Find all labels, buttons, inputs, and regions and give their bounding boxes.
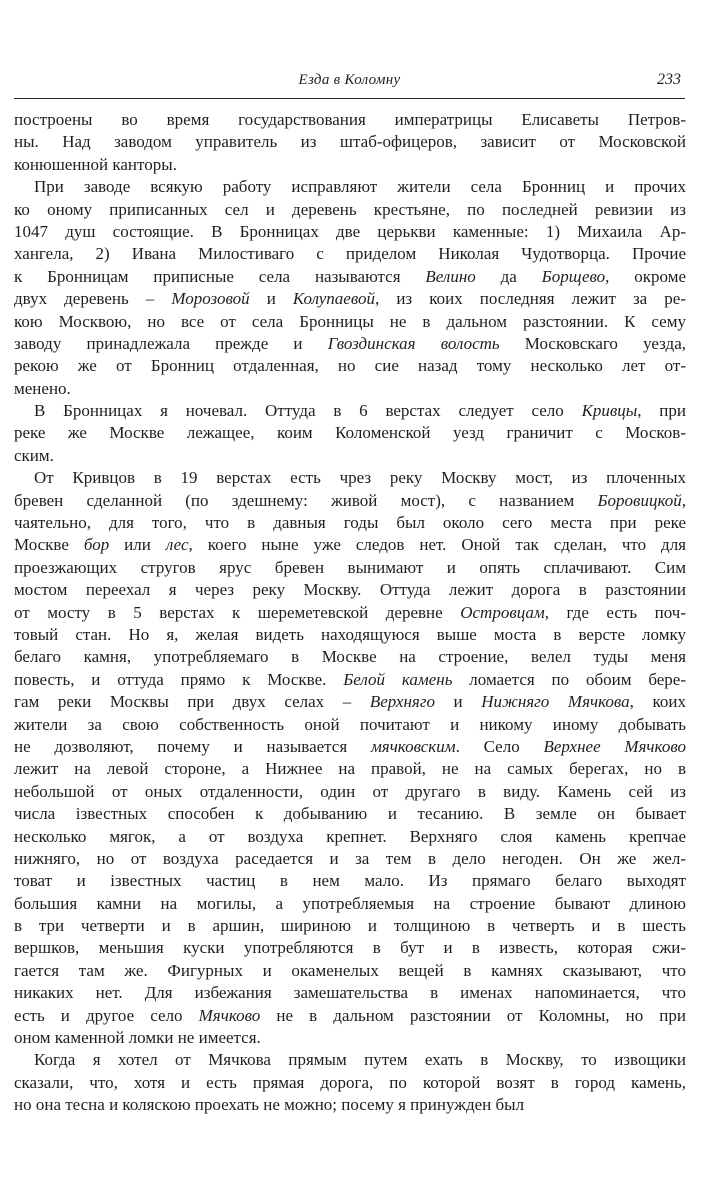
- text-run: 1047 душ состоящие. В Бронницах две церькви каменные: 1) Михаила Ар-: [14, 221, 686, 241]
- text-run: гам реки Москвы при двух селах –: [14, 692, 370, 712]
- text-line: [14, 154, 686, 176]
- text-line: [14, 646, 686, 668]
- text-run: Московскаго уезда,: [499, 333, 686, 353]
- italic-text: Кривцы: [581, 401, 638, 421]
- running-header: [14, 62, 685, 99]
- italic-text: Верхнее Мячково: [543, 736, 686, 756]
- text-run: чаятельно, для того, что в давныя годы был около сего места при реке: [14, 513, 686, 533]
- page-body: [14, 109, 686, 1117]
- text-line: [14, 982, 686, 1004]
- text-line: [14, 826, 686, 848]
- text-run: заводу принадлежала прежде и: [14, 333, 328, 353]
- text-run: . Село: [455, 736, 544, 756]
- text-run: , коего ныне уже следов нет. Оной так сделан, что для: [188, 535, 686, 555]
- text-run: вершков, меньшия куски употребляются в бут и в известь, которая сжи-: [14, 938, 686, 958]
- italic-text: Борщево: [541, 266, 606, 286]
- text-run: кою Москвою, но все от села Бронницы не в дальном разстоянии. К сему: [14, 311, 686, 331]
- text-line: [14, 534, 686, 556]
- text-line: [14, 512, 686, 534]
- text-run: к Бронницам приписные села называются: [14, 266, 426, 286]
- text-run: ,: [681, 490, 686, 510]
- italic-text: бор: [83, 535, 110, 555]
- text-run: проезжающих стругов ярус бревен вынимают и опять сплачивают. Сим: [14, 557, 686, 577]
- text-run: товый стан. Но я, желая видеть находящуюся выше моста в версте ломку: [14, 624, 686, 644]
- text-run: , из коих последняя лежит за ре-: [375, 289, 686, 309]
- text-run: лежит на левой стороне, а Нижнее на правой, не на самых берегах, но в: [14, 759, 686, 779]
- text-line: [14, 243, 686, 265]
- text-run: , окроме: [605, 266, 686, 286]
- text-line: [14, 109, 686, 131]
- text-run: небольшой от оных отдаленности, один от другаго в виду. Камень сей из: [14, 781, 686, 801]
- paragraph: [14, 176, 686, 400]
- text-line: [14, 691, 686, 713]
- text-run: товат и ізвестных частиц в нем мало. Из прямаго белаго выходят: [14, 871, 686, 891]
- text-line: [14, 1005, 686, 1027]
- text-run: числа ізвестных способен к добыванию и тесанию. В земле он бывает: [14, 804, 686, 824]
- text-run: реке же Москве лежащее, коим Коломенской уезд граничит с Москов-: [14, 423, 686, 443]
- text-run: ломается по обоим бере-: [452, 669, 686, 689]
- paragraph: [14, 467, 686, 1049]
- italic-text: Мячково: [198, 1005, 261, 1025]
- text-run: двух деревень –: [14, 289, 172, 309]
- text-run: да: [475, 266, 542, 286]
- text-run: построены во время государствования императрицы Елисаветы Петров-: [14, 110, 686, 129]
- text-line: [14, 221, 686, 243]
- text-run: менено.: [14, 378, 71, 398]
- text-run: ским.: [14, 445, 54, 465]
- text-run: не в дальном разстоянии от Коломны, но при: [260, 1005, 686, 1025]
- text-line: [14, 579, 686, 601]
- text-line: [14, 1049, 686, 1071]
- italic-text: Нижняго Мячкова: [481, 692, 630, 712]
- text-line: [14, 176, 686, 198]
- text-line: [14, 714, 686, 736]
- text-run: от мосту в 5 верстах к шереметевской деревне: [14, 602, 461, 622]
- text-line: [14, 758, 686, 780]
- text-line: [14, 400, 686, 422]
- text-run: Когда я хотел от Мячкова прямым путем ехать в Москву, то извощики: [34, 1050, 686, 1070]
- text-line: [14, 669, 686, 691]
- text-run: и: [249, 289, 293, 309]
- text-line: [14, 602, 686, 624]
- text-line: [14, 915, 686, 937]
- text-run: ны. Над заводом управитель из штаб-офицеров, зависит от Московской: [14, 132, 686, 152]
- text-line: [14, 557, 686, 579]
- text-run: конюшенной канторы.: [14, 154, 177, 174]
- text-run: есть и другое село: [14, 1005, 199, 1025]
- text-run: , коих: [629, 692, 686, 712]
- text-run: мостом переехал я через реку Москву. Оттуда лежит дорога в разстоянии: [14, 580, 686, 600]
- text-run: большия камни на могилы, а употребляемыя на строение бывают длиною: [14, 893, 686, 913]
- text-line: [14, 131, 686, 153]
- text-line: [14, 893, 686, 915]
- text-line: [14, 266, 686, 288]
- text-run: сказали, что, хотя и есть прямая дорога, по которой возят в город камень,: [14, 1072, 686, 1092]
- text-run: и: [434, 692, 482, 712]
- italic-text: Верхняго: [369, 692, 435, 712]
- text-run: или: [109, 535, 166, 555]
- text-line: [14, 1094, 686, 1116]
- text-run: нижняго, но от воздуха раседается и за тем в дело негоден. Он же жел-: [14, 848, 686, 868]
- italic-text: Боровицкой: [597, 490, 682, 510]
- text-run: не дозволяют, почему и называется: [14, 736, 371, 756]
- text-line: [14, 311, 686, 333]
- text-run: никаких нет. Для избежания замешательства в именах напоминается, что: [14, 983, 686, 1003]
- text-line: [14, 870, 686, 892]
- text-line: [14, 960, 686, 982]
- text-run: но она тесна и коляскою проехать не можно; посему я принужден был: [14, 1095, 525, 1115]
- text-line: [14, 490, 686, 512]
- text-run: , при: [637, 401, 686, 421]
- text-run: бревен сделанной (по здешнему: живой мост), с названием: [14, 490, 598, 510]
- italic-text: лес: [165, 535, 189, 555]
- italic-text: мячковским: [370, 736, 456, 756]
- text-run: В Бронницах я ночевал. Оттуда в 6 верстах следует село: [34, 401, 582, 421]
- text-run: От Кривцов в 19 верстах есть чрез реку Москву мост, из плоченных: [34, 468, 686, 488]
- text-run: Москве: [14, 535, 84, 555]
- italic-text: Гвоздинская волость: [327, 333, 500, 353]
- text-run: повесть, и оттуда прямо к Москве.: [14, 669, 344, 689]
- text-run: белаго камня, употребляемаго в Москве на строение, велел туды меня: [14, 647, 686, 667]
- text-line: [14, 288, 686, 310]
- text-line: [14, 1027, 686, 1049]
- text-run: в три четверти и в аршин, шириною и толщиною в четверть и в шесть: [14, 916, 686, 936]
- italic-text: Колупаевой: [292, 289, 376, 309]
- paragraph: [14, 400, 686, 467]
- text-line: [14, 333, 686, 355]
- italic-text: Островцам: [460, 602, 545, 622]
- italic-text: Морозовой: [171, 289, 250, 309]
- paragraph: [14, 1049, 686, 1116]
- paragraph: [14, 109, 686, 176]
- text-line: [14, 848, 686, 870]
- text-line: [14, 467, 686, 489]
- text-line: [14, 736, 686, 758]
- text-line: [14, 422, 686, 444]
- text-line: [14, 624, 686, 646]
- text-run: несколько мягок, а от воздуха крепнет. Верхняго слоя камень крепчае: [14, 826, 686, 846]
- text-run: жители за свою собственность оной почитают и никому иному добывать: [14, 714, 686, 734]
- text-line: [14, 199, 686, 221]
- running-title: Езда в Коломну: [298, 72, 401, 88]
- text-line: [14, 937, 686, 959]
- text-line: [14, 445, 686, 467]
- text-line: [14, 355, 686, 377]
- text-run: , где есть поч-: [544, 602, 686, 622]
- text-run: хангела, 2) Ивана Милостиваго с приделом Николая Чудотворца. Прочие: [14, 244, 686, 264]
- text-run: оном каменной ломки не имеется.: [14, 1028, 261, 1048]
- text-run: рекою же от Бронниц отдаленная, но сие назад тому несколько лет от-: [14, 356, 686, 376]
- text-line: [14, 803, 686, 825]
- italic-text: Велино: [425, 266, 476, 286]
- text-run: При заводе всякую работу исправляют жители села Бронниц и прочих: [34, 177, 686, 197]
- page-number: 233: [657, 71, 681, 88]
- text-line: [14, 781, 686, 803]
- text-line: [14, 378, 686, 400]
- italic-text: Белой камень: [343, 669, 453, 689]
- text-line: [14, 1072, 686, 1094]
- text-run: гается там же. Фигурных и окаменелых вещей в камнях сказывают, что: [14, 960, 686, 980]
- text-run: ко оному приписанных сел и деревень крестьяне, по последней ревизии из: [14, 199, 686, 219]
